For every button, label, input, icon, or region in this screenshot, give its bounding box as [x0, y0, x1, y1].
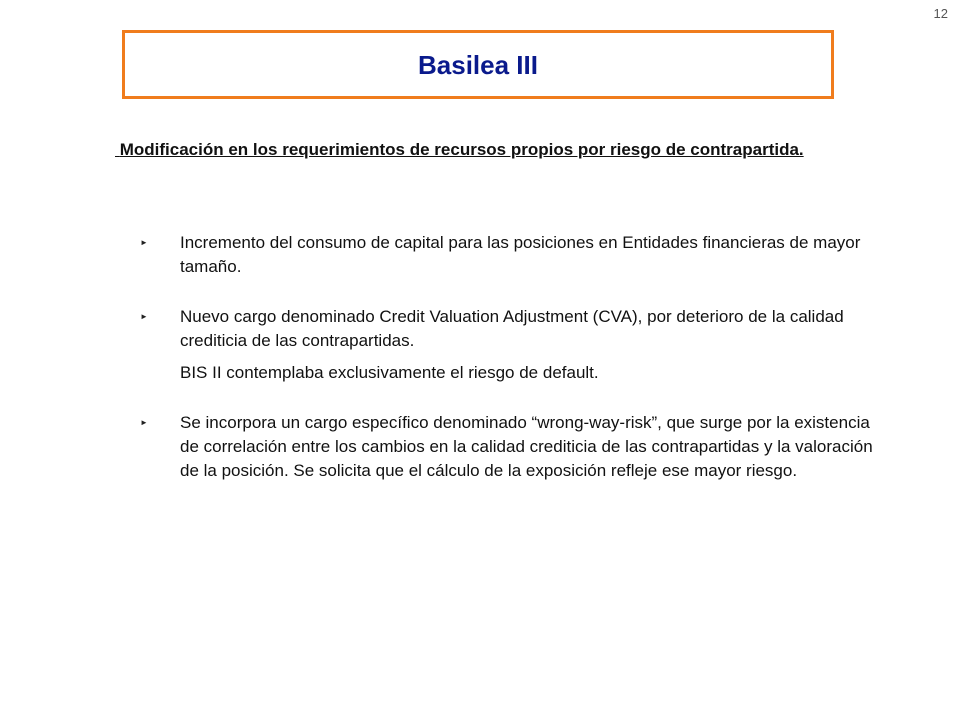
bullet-item: [140, 305, 880, 385]
title-box: [122, 30, 834, 99]
triangle-bullet-icon: ►: [140, 418, 148, 427]
page-number: 12: [933, 6, 948, 21]
bullet-text: Incremento del consumo de capital para las posiciones en Entidades financieras de mayor tamaño.: [180, 233, 861, 276]
bullet-text: Nuevo cargo denominado Credit Valuation Adjustment (CVA), por deterioro de la calidad crediticia de las contrapartidas.: [180, 307, 844, 350]
triangle-bullet-icon: ►: [140, 312, 148, 321]
section-heading: Modificación en los requerimientos de recursos propios por riesgo de contrapartida.: [115, 140, 804, 159]
triangle-bullet-icon: ►: [140, 238, 148, 247]
bullet-text: Se incorpora un cargo específico denominado “wrong-way-risk”, que surge por la existencia de correlación entre los cambios en la calidad crediticia de las contrapartidas y la valoración de la posición. Se solicita que el cálculo de la exposición refleje ese mayor riesgo.: [180, 413, 873, 480]
bullet-item: [140, 231, 880, 279]
bullet-continuation-text: BIS II contemplaba exclusivamente el riesgo de default.: [180, 363, 599, 382]
bullet-list: [140, 231, 880, 483]
bullet-item: [140, 411, 880, 483]
slide-title: Basilea III: [418, 50, 538, 80]
